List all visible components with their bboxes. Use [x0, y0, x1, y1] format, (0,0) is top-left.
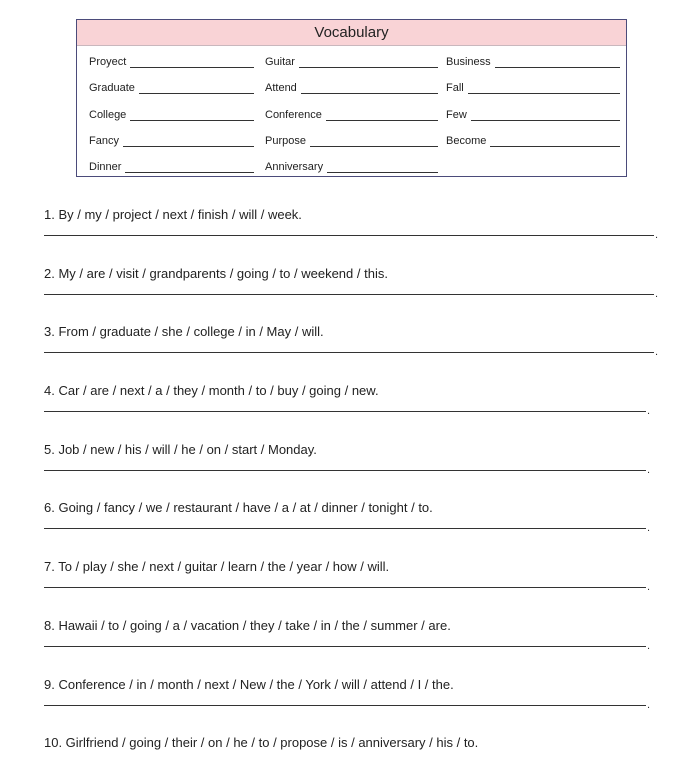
vocab-answer-blank[interactable]: [299, 57, 438, 68]
question-item: [44, 442, 656, 478]
vocab-word: Purpose: [265, 135, 306, 147]
vocab-word: Fancy: [89, 135, 119, 147]
vocab-item: [265, 52, 438, 68]
vocab-word: Few: [446, 109, 467, 121]
answer-line[interactable]: [44, 705, 646, 706]
line-end-mark: .: [655, 229, 659, 241]
answer-line[interactable]: [44, 411, 646, 412]
vocab-answer-blank[interactable]: [490, 136, 620, 147]
question-text: 5. Job / new / his / will / he / on / start / Monday.: [44, 442, 317, 457]
vocab-word: Business: [446, 56, 491, 68]
vocab-item: [89, 157, 254, 173]
vocabulary-box: [76, 19, 627, 177]
vocab-answer-blank[interactable]: [125, 162, 254, 173]
vocab-answer-blank[interactable]: [123, 136, 254, 147]
vocab-word: Graduate: [89, 82, 135, 94]
question-text: 7. To / play / she / next / guitar / learn / the / year / how / will.: [44, 559, 390, 574]
vocab-item: [446, 52, 620, 68]
vocab-word: Proyect: [89, 56, 127, 68]
vocab-item: [89, 52, 254, 68]
question-item: [44, 735, 656, 771]
vocab-item: [265, 78, 438, 94]
answer-line[interactable]: [44, 470, 646, 471]
question-item: [44, 500, 656, 536]
vocab-answer-blank[interactable]: [327, 162, 438, 173]
vocab-word: College: [89, 109, 127, 121]
vocab-item: [89, 131, 254, 147]
line-end-mark: .: [647, 581, 651, 593]
question-text: 6. Going / fancy / we / restaurant / have / a / at / dinner / tonight / to.: [44, 500, 433, 515]
answer-line[interactable]: [44, 528, 646, 529]
line-end-mark: .: [647, 464, 651, 476]
vocab-answer-blank[interactable]: [471, 110, 620, 121]
vocab-item: [265, 157, 438, 173]
vocab-item: [265, 105, 438, 121]
vocab-answer-blank[interactable]: [468, 83, 620, 94]
question-item: [44, 324, 659, 360]
vocab-item: [89, 78, 254, 94]
vocab-answer-blank[interactable]: [130, 57, 254, 68]
vocab-item: [446, 78, 620, 94]
vocab-item: [446, 131, 620, 147]
question-text: 1. By / my / project / next / finish / will / week.: [44, 207, 302, 222]
vocab-word: Fall: [446, 82, 464, 94]
answer-line[interactable]: [44, 352, 654, 353]
question-item: [44, 266, 659, 302]
line-end-mark: .: [647, 405, 651, 417]
line-end-mark: .: [647, 699, 651, 711]
line-end-mark: .: [655, 288, 659, 300]
question-text: 4. Car / are / next / a / they / month / to / buy / going / new.: [44, 383, 379, 398]
vocab-item: [446, 105, 620, 121]
vocab-answer-blank[interactable]: [130, 110, 254, 121]
vocab-word: Anniversary: [265, 161, 324, 173]
answer-line[interactable]: [44, 294, 654, 295]
vocab-answer-blank[interactable]: [310, 136, 438, 147]
question-text: 10. Girlfriend / going / their / on / he / to / propose / is / anniversary / his / to.: [44, 735, 479, 750]
answer-line[interactable]: [44, 235, 654, 236]
question-item: [44, 559, 656, 595]
vocab-answer-blank[interactable]: [326, 110, 438, 121]
line-end-mark: .: [647, 640, 651, 652]
question-item: [44, 207, 659, 243]
line-end-mark: .: [647, 522, 651, 534]
vocab-word: Become: [446, 135, 487, 147]
vocab-word: Attend: [265, 82, 297, 94]
question-text: 2. My / are / visit / grandparents / going / to / weekend / this.: [44, 266, 388, 281]
question-text: 3. From / graduate / she / college / in / May / will.: [44, 324, 324, 339]
question-item: [44, 677, 656, 713]
question-text: 9. Conference / in / month / next / New / the / York / will / attend / I / the.: [44, 677, 454, 692]
line-end-mark: .: [655, 346, 659, 358]
vocab-answer-blank[interactable]: [301, 83, 438, 94]
vocab-answer-blank[interactable]: [495, 57, 620, 68]
vocab-word: Conference: [265, 109, 322, 121]
question-text: 8. Hawaii / to / going / a / vacation / they / take / in / the / summer / are.: [44, 618, 451, 633]
vocab-word: Guitar: [265, 56, 295, 68]
vocab-item: [265, 131, 438, 147]
question-item: [44, 618, 656, 654]
answer-line[interactable]: [44, 587, 646, 588]
answer-line[interactable]: [44, 646, 646, 647]
vocab-word: Dinner: [89, 161, 122, 173]
question-item: [44, 383, 656, 419]
vocabulary-title: Vocabulary: [77, 20, 626, 46]
vocab-answer-blank[interactable]: [139, 83, 254, 94]
vocabulary-grid: [77, 46, 626, 178]
vocab-item: [89, 105, 254, 121]
